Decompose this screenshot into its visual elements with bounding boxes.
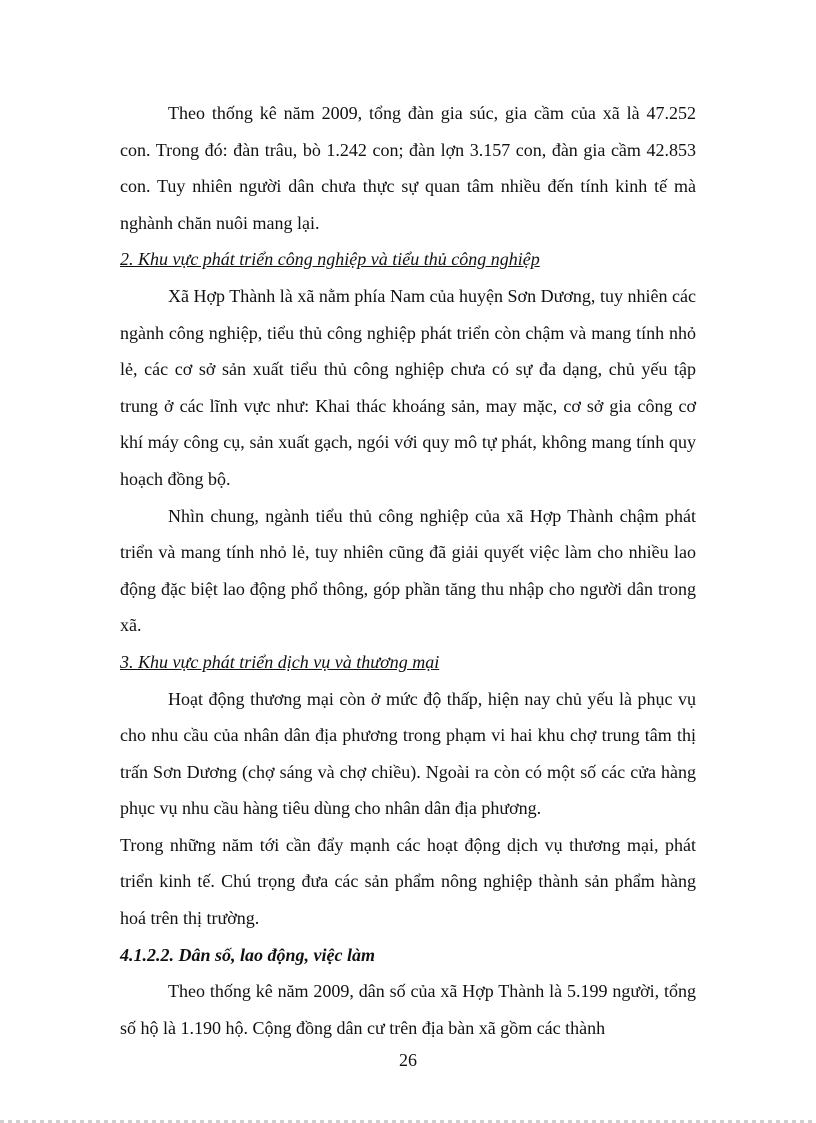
paragraph-population: Theo thống kê năm 2009, dân số của xã Hợp Thành là 5.199 người, tổng số hộ là 1.190 hộ. Cộng đồng dân cư trên địa bàn xã gồm các thành (120, 981, 696, 1038)
page-number: 26 (399, 1050, 417, 1070)
heading-services: 3. Khu vực phát triển dịch vụ và thương mại (120, 651, 440, 672)
paragraph-livestock: Theo thống kê năm 2009, tổng đàn gia súc, gia cầm của xã là 47.252 con. Trong đó: đàn trâu, bò 1.242 con; đàn lợn 3.157 con, đàn gia cầm 42.853 con. Tuy nhiên người dân chưa thực sự quan tâm nhiều đến tính kinh tế mà nghành chăn nuôi mang lại. (120, 103, 696, 233)
paragraph-industry-summary: Nhìn chung, ngành tiểu thủ công nghiệp của xã Hợp Thành chậm phát triển và mang tính nhỏ lẻ, tuy nhiên cũng đã giải quyết việc làm cho nhiều lao động đặc biệt lao động phổ thông, góp phần tăng thu nhập cho người dân trong xã. (120, 505, 696, 636)
heading-population: 4.1.2.2. Dân số, lao động, việc làm (120, 944, 375, 965)
paragraph-commerce: Hoạt động thương mại còn ở mức độ thấp, hiện nay chủ yếu là phục vụ cho nhu cầu của nhân dân địa phương trong phạm vi hai khu chợ trung tâm thị trấn Sơn Dương (chợ sáng và chợ chiều). Ngoài ra còn có một số các cửa hàng phục vụ nhu cầu hàng tiêu dùng cho nhân dân địa phương. (120, 688, 696, 819)
paragraph-commerce-plan: Trong những năm tới cần đẩy mạnh các hoạt động dịch vụ thương mại, phát triển kinh tế. Chú trọng đưa các sản phẩm nông nghiệp thành sản phẩm hàng hoá trên thị trường. (120, 834, 696, 929)
document-page (120, 95, 696, 1046)
paragraph-industry: Xã Hợp Thành là xã nằm phía Nam của huyện Sơn Dương, tuy nhiên các ngành công nghiệp, tiểu thủ công nghiệp phát triển còn chậm và mang tính nhỏ lẻ, các cơ sở sản xuất tiểu thủ công nghiệp chưa có sự đa dạng, chủ yếu tập trung ở các lĩnh vực như: Khai thác khoáng sản, may mặc, cơ sở gia công cơ khí máy công cụ, sản xuất gạch, ngói với quy mô tự phát, không mang tính quy hoạch đồng bộ. (120, 285, 696, 489)
heading-industry: 2. Khu vực phát triển công nghiệp và tiểu thủ công nghiệp (120, 249, 540, 270)
